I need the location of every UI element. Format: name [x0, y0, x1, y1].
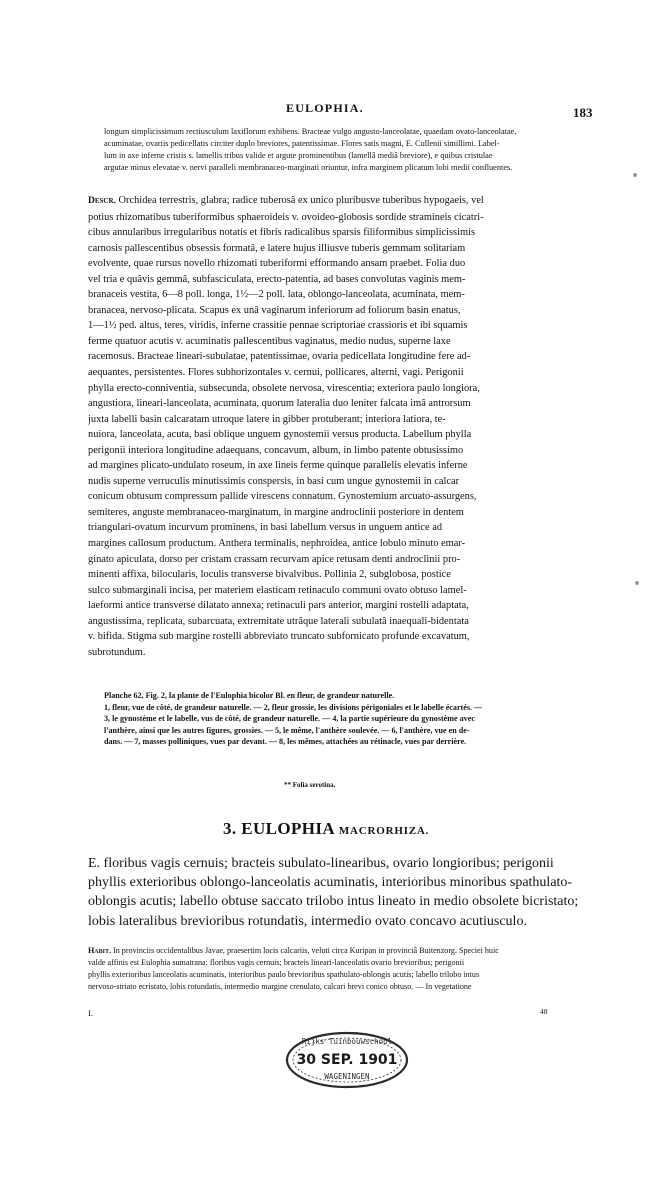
plate-caption: [104, 690, 582, 748]
signature-mark: I.: [88, 1008, 93, 1018]
description-line: juxta labelli basin calcaratam utroque latere in gibber protuberant; interiora latiora, te-: [88, 413, 446, 425]
description-line: angustissima, replicata, subarcuata, extremitate utrâque laterali subulatâ inaequali-bidentata: [88, 615, 469, 627]
sheet-number: 48: [540, 1007, 548, 1016]
habitat-line: phyllis exterioribus lanceolatis acuminatis, interioribus paulo brevioribus spathulato-oblongis acutis; labello trilobo intus: [88, 970, 480, 979]
description-line: ad margines plicato-undulato roseum, in axe lineis ferme quinque parallelis elevatis inferne: [88, 460, 468, 472]
description-line: subrotundum.: [88, 646, 146, 658]
description-line: cibus annularibus irregularibus notatis et fibris radicalibus sparsis filiformibus simplicissimis: [88, 227, 475, 239]
running-head: EULOPHIA.: [286, 101, 364, 115]
habitat-line: [88, 945, 582, 957]
description-line: conicum obtusum compressum pallide virescens connatum. Gynostemium arcuato-assurgens,: [88, 491, 477, 503]
diagnosis-paragraph: [88, 854, 582, 931]
description-line: aequantes, persistentes. Flores subhorizontales v. cernui, pollicares, alterni, vagi. Perigonii: [88, 367, 464, 379]
plate-line: 1, fleur, vue de côté, de grandeur naturelle. — 2, fleur grossie, les divisions périgoniales et le labelle écartés. —: [104, 702, 483, 712]
footnote: ** Folia serotina.: [284, 781, 336, 789]
description-line: racemosus. Bracteae lineari-subulatae, patentissimae, ovaria pedicellata longitudine fere ad-: [88, 351, 471, 363]
stamp-bottom-text: WAGENINGEN: [324, 1072, 370, 1081]
description-line: potius rhizomatibus tuberiformibus sphaeroideis v. ovoideo-globosis sordide stramineis cicatri-: [88, 211, 484, 223]
plate-line: 3, le gynostème et le labelle, vus de côté, de grandeur naturelle. — 4, la partie supérieure du gynostème avec: [104, 714, 475, 724]
description-line: perigonii interiora longitudine adaequans, concavum, album, in limbo patente obtusissimo: [88, 444, 464, 456]
plate-line: dans. — 7, masses polliniques, vues par devant. — 8, les mêmes, attachées au rétinacle, vues par derrière.: [104, 737, 467, 747]
intro-line: argutae minus elevatae v. nervi paralleli membranaceo-marginati oriuntur, infra marginem plicatum lobi medii confluentes.: [104, 163, 513, 172]
habitat-label: Habit.: [88, 946, 111, 955]
description-line: sulco submarginali incisa, per materiem elasticam retinaculo communi ovato obtuso lamel-: [88, 584, 467, 596]
description-label: Descr.: [88, 196, 116, 206]
description-line: ferme quatuor acutis v. acuminatis pallescentibus vaginatus, medio nudus, superne laxe: [88, 335, 451, 347]
intro-line: lum in axe inferne cristis s. lamellis tribus valide et argute prominentibus (lamellâ mediâ breviore), e quibus cristulae: [104, 151, 493, 160]
description-line-text: Orchidea terrestris, glabra; radice tuberosâ ex unico pluribusve tuberibus hypogaeis, vel: [118, 195, 484, 206]
description-line: minenti affixa, bilocularis, loculis transverse bivalvibus. Pollinia 2, subglobosa, postice: [88, 569, 451, 581]
stamp-date: 30 SEP. 1901: [296, 1052, 398, 1068]
intro-line: acuminatae, ovariis pedicellatis circiter duplo breviores, patentissimae. Flores satis magni, E. Cullenii simillimi. Label-: [104, 139, 500, 148]
section-species: MACRORHIZA.: [338, 825, 430, 837]
section-heading: [223, 819, 429, 839]
description-paragraph: [88, 193, 582, 660]
description-line: evolvente, quae rursus novello rhizomati tuberiformi efformando ansam praebet. Folia duo: [88, 258, 466, 270]
description-line: ginato apiculata, dorso per cristam crassam recurvam apice retusam denti androclinii pro-: [88, 553, 461, 565]
diagnosis-line: lobis lateralibus brevioribus rotundatis, intermedio ovato concavo acutiusculo.: [88, 913, 527, 929]
plate-line: l'anthère, ainsi que les autres figures, grossies. — 5, le même, l'anthère soulevée. — 6, l'anthère, vue en de-: [104, 725, 470, 735]
description-line: carnosis pallescentibus obsessis formatâ, e latere hujus illiusve tuberis gemmam solitariam: [88, 242, 466, 254]
description-line: 1—1½ ped. altus, teres, viridis, inferne crassitie pennae scriptoriae crassioris et ibi squamis: [88, 320, 468, 332]
description-line: branacea, nervoso-plicata. Scapus ex unâ vaginarum inferiorum ad foliorum basin enatus,: [88, 304, 461, 316]
habitat-line: valde affinis est Eulophia sumatrana: floribus vagis cernuis; bracteis lineari-lanceolatis ovario brevioribus; perigonii: [88, 958, 465, 967]
paper-speck: [635, 581, 639, 585]
description-line: margines callosum productum. Anthera terminalis, nephroidea, antice lobulo minuto emar-: [88, 538, 466, 550]
habitat-line: nervoso-striato ecristato, lobis rotundatis, intermedio margine crenulato, calcari brevi conico obtuso. — In vegetatione: [88, 982, 472, 991]
paper-speck: [633, 173, 637, 177]
diagnosis-line: phyllis exterioribus oblongo-lanceolatis acuminatis, interioribus minoribus spathulato-: [88, 875, 573, 891]
section-genus: EULOPHIA: [241, 819, 335, 838]
page-number: 183: [573, 105, 593, 120]
description-line: v. bifida. Stigma sub margine rostelli abbreviato truncato subfornicato profunde excavatum,: [88, 631, 470, 643]
description-line: branaceis vestita, 6—8 poll. longa, 1½—2 poll. lata, oblongo-lanceolata, acuminata, mem-: [88, 289, 465, 301]
section-number: 3.: [223, 819, 237, 838]
description-line: [88, 193, 582, 210]
library-stamp: [283, 1030, 411, 1090]
habitat-paragraph: [88, 945, 582, 993]
description-line: angustiora, lineari-lanceolata, acuminata, quorum lateralia duo leniter falcata imâ antrorsum: [88, 398, 471, 410]
habitat-line-text: In provinciis occidentalibus Javae, praesertim locis calcariis, veluti circa Kuripan in provinciâ Buitenzorg. Speciei huic: [113, 946, 499, 955]
description-line: phylla erecto-conniventia, subsecunda, obsolete nervosa, virescentia; exteriora paulo longiora,: [88, 382, 480, 394]
description-line: vel tria e quâvis gemmâ, subfasciculata, erecto-patentia, ad bases convolutas vaginis mem-: [88, 273, 466, 285]
description-line: nuiora, lanceolata, acuta, basi oblique unguem gynostemii versus producta. Labellum phylla: [88, 429, 472, 441]
description-line: semiteres, anguste membranaceo-marginatum, in margine androclinii posteriore in dentem: [88, 506, 464, 518]
intro-paragraph: [104, 126, 582, 174]
intro-line: longum simplicissimum rectiusculum laxiflorum exhibens. Bracteae vulgo angusto-lanceolatae, quaedam ovato-lanceolatae,: [104, 127, 517, 136]
description-line: triangulari-ovatum incurvum prominens, in basi labellum versus in unguem antice ad: [88, 522, 443, 534]
diagnosis-line: oblongis acutis; labello obtuse saccato trilobo intus lineato in medio obsolete bicristato;: [88, 894, 579, 910]
plate-line: Planche 62, Fig. 2, la plante de l'Eulophia bicolor Bl. en fleur, de grandeur naturelle.: [104, 691, 395, 700]
description-line: laeformi antice transverse dilatato annexa; retinaculi pars anterior, margini rostelli adaptata,: [88, 600, 469, 612]
stamp-top-text: Rijks Tuinbouwschool: [301, 1037, 393, 1046]
diagnosis-line: E. floribus vagis cernuis; bracteis subulato-linearibus, ovario longioribus; perigonii: [88, 856, 554, 871]
description-line: nudis superne verruculis minutissimis conspersis, in basi cum ungue gynostemii in calcar: [88, 475, 460, 487]
